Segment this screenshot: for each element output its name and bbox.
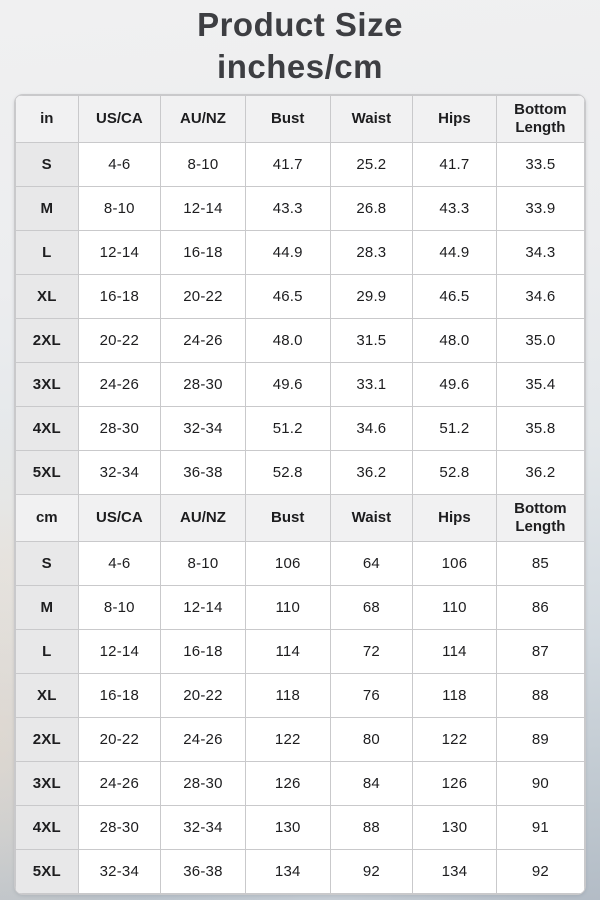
value-cell: 28.3 — [330, 231, 413, 275]
value-cell: 29.9 — [330, 275, 413, 319]
size-label-cell: 5XL — [16, 451, 79, 495]
table-row — [16, 187, 585, 231]
value-cell: 86 — [496, 586, 584, 630]
value-cell: 106 — [245, 542, 330, 586]
column-header-cell: AU/NZ — [161, 96, 246, 143]
value-cell: 20-22 — [161, 674, 246, 718]
value-cell: 36-38 — [161, 451, 246, 495]
value-cell: 4-6 — [78, 542, 161, 586]
value-cell: 20-22 — [161, 275, 246, 319]
value-cell: 33.1 — [330, 363, 413, 407]
value-cell: 92 — [330, 850, 413, 894]
value-cell: 46.5 — [245, 275, 330, 319]
column-header-cell: Bust — [245, 96, 330, 143]
unit-header-cell: in — [16, 96, 79, 143]
value-cell: 43.3 — [413, 187, 497, 231]
table-row — [16, 850, 585, 894]
value-cell: 122 — [413, 718, 497, 762]
value-cell: 134 — [413, 850, 497, 894]
value-cell: 8-10 — [78, 187, 161, 231]
value-cell: 26.8 — [330, 187, 413, 231]
size-label-cell: S — [16, 542, 79, 586]
size-chart-table — [15, 95, 585, 894]
value-cell: 8-10 — [161, 542, 246, 586]
value-cell: 84 — [330, 762, 413, 806]
value-cell: 130 — [245, 806, 330, 850]
value-cell: 76 — [330, 674, 413, 718]
value-cell: 16-18 — [78, 275, 161, 319]
value-cell: 33.9 — [496, 187, 584, 231]
value-cell: 34.3 — [496, 231, 584, 275]
value-cell: 90 — [496, 762, 584, 806]
value-cell: 12-14 — [161, 586, 246, 630]
value-cell: 24-26 — [161, 319, 246, 363]
size-label-cell: XL — [16, 275, 79, 319]
value-cell: 126 — [413, 762, 497, 806]
size-label-cell: 4XL — [16, 407, 79, 451]
value-cell: 41.7 — [245, 143, 330, 187]
table-row — [16, 762, 585, 806]
value-cell: 91 — [496, 806, 584, 850]
column-header-cell: US/CA — [78, 96, 161, 143]
column-header-cell: Waist — [330, 495, 413, 542]
value-cell: 20-22 — [78, 718, 161, 762]
header-row — [16, 495, 585, 542]
page-title-line2: inches/cm — [217, 48, 383, 85]
size-label-cell: S — [16, 143, 79, 187]
value-cell: 48.0 — [245, 319, 330, 363]
unit-header-cell: cm — [16, 495, 79, 542]
value-cell: 36-38 — [161, 850, 246, 894]
value-cell: 80 — [330, 718, 413, 762]
value-cell: 28-30 — [161, 363, 246, 407]
value-cell: 28-30 — [161, 762, 246, 806]
size-table-body — [16, 96, 585, 894]
table-row — [16, 451, 585, 495]
value-cell: 44.9 — [245, 231, 330, 275]
value-cell: 118 — [413, 674, 497, 718]
value-cell: 51.2 — [413, 407, 497, 451]
table-row — [16, 542, 585, 586]
value-cell: 31.5 — [330, 319, 413, 363]
value-cell: 35.4 — [496, 363, 584, 407]
column-header-cell: US/CA — [78, 495, 161, 542]
value-cell: 28-30 — [78, 407, 161, 451]
value-cell: 64 — [330, 542, 413, 586]
value-cell: 8-10 — [161, 143, 246, 187]
value-cell: 134 — [245, 850, 330, 894]
value-cell: 114 — [413, 630, 497, 674]
value-cell: 43.3 — [245, 187, 330, 231]
table-row — [16, 806, 585, 850]
value-cell: 49.6 — [245, 363, 330, 407]
value-cell: 12-14 — [161, 187, 246, 231]
table-row — [16, 231, 585, 275]
size-label-cell: L — [16, 630, 79, 674]
size-label-cell: 2XL — [16, 319, 79, 363]
value-cell: 8-10 — [78, 586, 161, 630]
size-label-cell: M — [16, 586, 79, 630]
value-cell: 46.5 — [413, 275, 497, 319]
size-label-cell: 3XL — [16, 762, 79, 806]
value-cell: 32-34 — [161, 407, 246, 451]
value-cell: 68 — [330, 586, 413, 630]
value-cell: 20-22 — [78, 319, 161, 363]
value-cell: 72 — [330, 630, 413, 674]
value-cell: 16-18 — [78, 674, 161, 718]
value-cell: 24-26 — [161, 718, 246, 762]
table-row — [16, 275, 585, 319]
value-cell: 24-26 — [78, 762, 161, 806]
table-row — [16, 363, 585, 407]
value-cell: 16-18 — [161, 630, 246, 674]
page-title-line1: Product Size — [197, 6, 403, 43]
value-cell: 118 — [245, 674, 330, 718]
header-row — [16, 96, 585, 143]
page-title — [0, 0, 600, 88]
value-cell: 28-30 — [78, 806, 161, 850]
value-cell: 114 — [245, 630, 330, 674]
value-cell: 12-14 — [78, 231, 161, 275]
value-cell: 52.8 — [413, 451, 497, 495]
size-chart-container — [14, 94, 586, 895]
value-cell: 24-26 — [78, 363, 161, 407]
value-cell: 122 — [245, 718, 330, 762]
value-cell: 34.6 — [330, 407, 413, 451]
value-cell: 16-18 — [161, 231, 246, 275]
value-cell: 36.2 — [330, 451, 413, 495]
table-row — [16, 630, 585, 674]
value-cell: 51.2 — [245, 407, 330, 451]
value-cell: 32-34 — [78, 850, 161, 894]
value-cell: 32-34 — [161, 806, 246, 850]
table-row — [16, 143, 585, 187]
value-cell: 32-34 — [78, 451, 161, 495]
table-row — [16, 718, 585, 762]
value-cell: 85 — [496, 542, 584, 586]
value-cell: 33.5 — [496, 143, 584, 187]
size-label-cell: 3XL — [16, 363, 79, 407]
column-header-cell: Waist — [330, 96, 413, 143]
value-cell: 25.2 — [330, 143, 413, 187]
value-cell: 130 — [413, 806, 497, 850]
value-cell: 4-6 — [78, 143, 161, 187]
size-label-cell: XL — [16, 674, 79, 718]
table-row — [16, 407, 585, 451]
value-cell: 49.6 — [413, 363, 497, 407]
table-row — [16, 674, 585, 718]
column-header-cell: Hips — [413, 96, 497, 143]
size-label-cell: M — [16, 187, 79, 231]
value-cell: 12-14 — [78, 630, 161, 674]
value-cell: 89 — [496, 718, 584, 762]
size-label-cell: L — [16, 231, 79, 275]
column-header-cell: Hips — [413, 495, 497, 542]
value-cell: 34.6 — [496, 275, 584, 319]
value-cell: 87 — [496, 630, 584, 674]
size-label-cell: 5XL — [16, 850, 79, 894]
table-row — [16, 319, 585, 363]
value-cell: 126 — [245, 762, 330, 806]
column-header-cell: Bottom Length — [496, 495, 584, 542]
table-row — [16, 586, 585, 630]
value-cell: 35.0 — [496, 319, 584, 363]
column-header-cell: Bottom Length — [496, 96, 584, 143]
value-cell: 41.7 — [413, 143, 497, 187]
value-cell: 110 — [245, 586, 330, 630]
value-cell: 48.0 — [413, 319, 497, 363]
value-cell: 88 — [330, 806, 413, 850]
column-header-cell: Bust — [245, 495, 330, 542]
value-cell: 44.9 — [413, 231, 497, 275]
value-cell: 106 — [413, 542, 497, 586]
value-cell: 52.8 — [245, 451, 330, 495]
size-label-cell: 2XL — [16, 718, 79, 762]
column-header-cell: AU/NZ — [161, 495, 246, 542]
value-cell: 88 — [496, 674, 584, 718]
value-cell: 35.8 — [496, 407, 584, 451]
value-cell: 92 — [496, 850, 584, 894]
value-cell: 36.2 — [496, 451, 584, 495]
size-label-cell: 4XL — [16, 806, 79, 850]
value-cell: 110 — [413, 586, 497, 630]
